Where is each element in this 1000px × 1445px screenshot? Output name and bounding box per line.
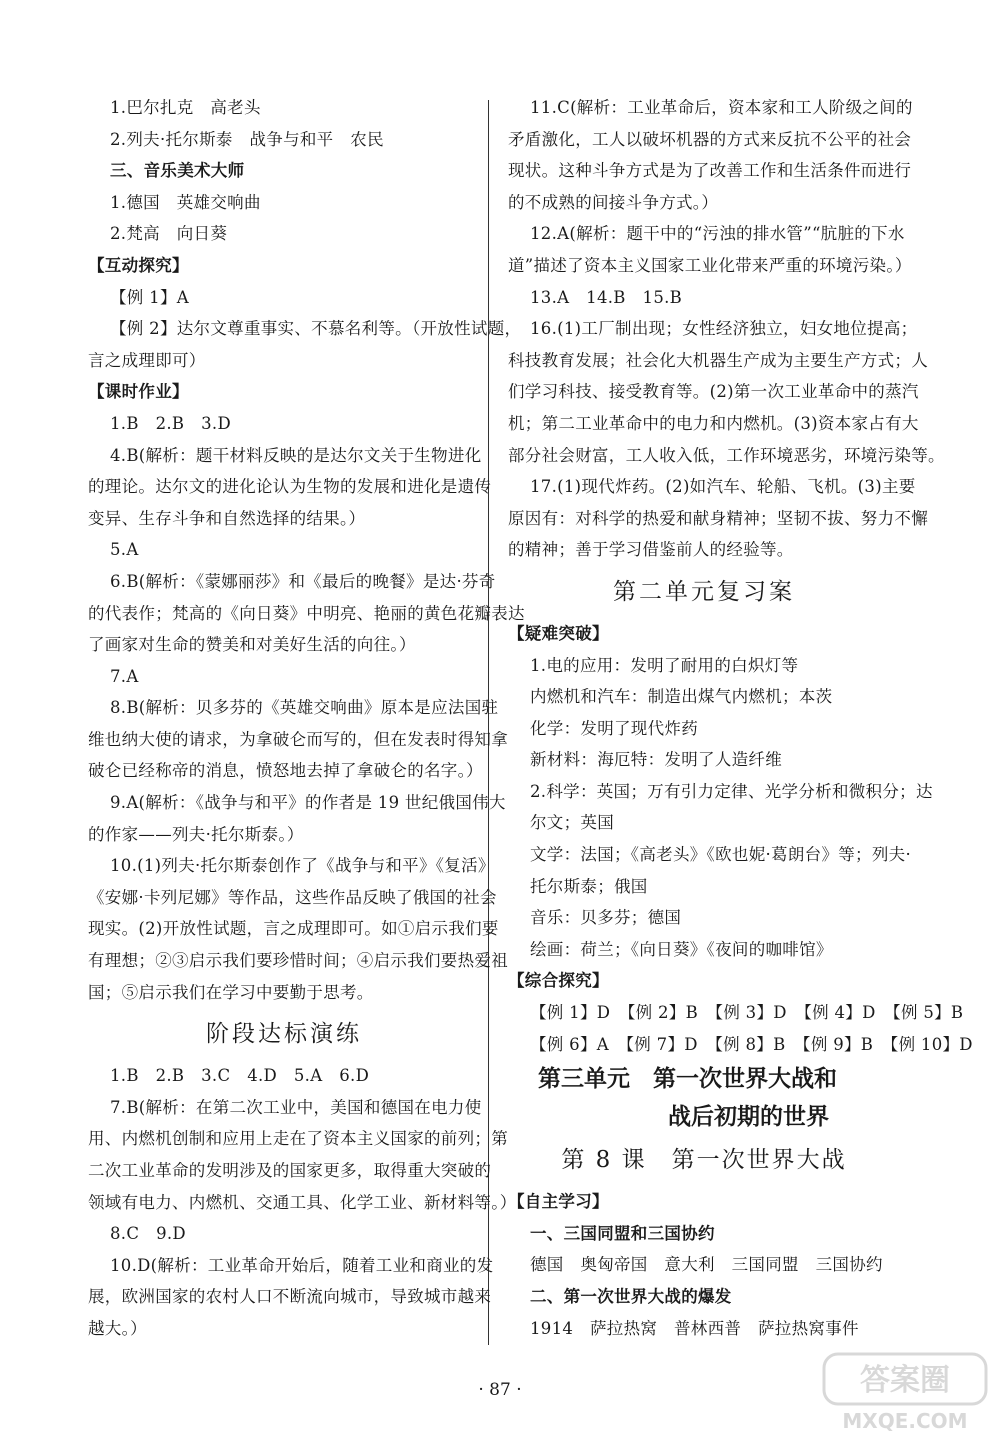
- watermark-logo: [820, 1350, 990, 1435]
- text-line: 的作家——列夫·托尔斯泰。）: [88, 824, 304, 844]
- text-line: 7.B(解析：在第二次工业中，美国和德国在电力使: [110, 1097, 482, 1117]
- text-line: 现实。(2)开放性试题，言之成理即可。如①启示我们要: [88, 919, 499, 939]
- text-line: 越大。）: [88, 1318, 147, 1338]
- text-line: 【例 1】D 【例 2】B 【例 3】D 【例 4】D 【例 5】B: [530, 1003, 964, 1023]
- text-line: 16.(1)工厂制出现；女性经济独立，妇女地位提高；: [530, 319, 918, 339]
- text-line: 用、内燃机创制和应用上走在了资本主义国家的前列；第: [88, 1129, 508, 1149]
- text-line: 展，欧洲国家的农村人口不断流向城市，导致城市越来: [88, 1287, 492, 1307]
- text-line: 11.C(解析：工业革命后，资本家和工人阶级之间的: [530, 98, 913, 117]
- text-line: 文学：法国；《高老头》《欧也妮·葛朗台》等；列夫·: [530, 845, 911, 865]
- text-line: 【例 2】达尔文尊重事实、不慕名利等。（开放性试题，: [110, 319, 522, 339]
- text-line: 8.B(解析：贝多芬的《英雄交响曲》原本是应法国驻: [110, 698, 499, 718]
- text-line: 道”描述了资本主义国家工业化带来严重的环境污染。）: [508, 255, 912, 275]
- text-line: 领域有电力、内燃机、交通工具、化学工业、新材料等。）: [88, 1192, 517, 1212]
- text-line: 2.梵高 向日葵: [110, 224, 228, 244]
- text-line: 科技教育发展；社会化大机器生产成为主要生产方式；人: [508, 350, 928, 370]
- text-line: 4.B(解析：题干材料反映的是达尔文关于生物进化: [110, 445, 482, 465]
- subheading: 三、音乐美术大师: [110, 161, 245, 181]
- page-number: · 87 ·: [478, 1380, 522, 1400]
- text-line: 托尔斯泰；俄国: [530, 876, 648, 896]
- text-line: 有理想；②③启示我们要珍惜时间；④启示我们要热爱祖: [88, 951, 508, 971]
- text-line: 【例 6】A 【例 7】D 【例 8】B 【例 9】B 【例 10】D: [530, 1034, 973, 1054]
- text-line: 的代表作；梵高的《向日葵》中明亮、艳丽的黄色花瓣表达: [88, 603, 525, 623]
- text-line: 1.德国 英雄交响曲: [110, 192, 261, 212]
- text-line: 12.A(解析：题干中的“污浊的排水管”“肮脏的下水: [530, 224, 905, 244]
- text-line: 1.电的应用：发明了耐用的白炽灯等: [530, 655, 799, 675]
- text-line: 8.C 9.D: [110, 1224, 186, 1244]
- text-line: 1914 萨拉热窝 普林西普 萨拉热窝事件: [530, 1318, 859, 1338]
- text-line: 【例 1】A: [110, 287, 189, 307]
- text-line: 维也纳大使的请求，为拿破仑而写的，但在发表时得知拿: [88, 729, 508, 749]
- text-line: 机；第二工业革命中的电力和内燃机。(3)资本家占有大: [508, 413, 919, 433]
- text-line: 的精神；善于学习借鉴前人的经验等。: [508, 540, 794, 560]
- text-line: 1.巴尔扎克 高老头: [110, 98, 261, 117]
- watermark-text-bottom: MXQE.COM: [842, 1409, 968, 1433]
- text-line: 的不成熟的间接斗争方式。）: [508, 192, 719, 212]
- text-line: 7.A: [110, 666, 139, 686]
- text-line: 二次工业革命的发明涉及的国家更多，取得重大突破的: [88, 1161, 492, 1180]
- text-line: 1.B 2.B 3.C 4.D 5.A 6.D: [110, 1066, 370, 1086]
- text-line: 《安娜·卡列尼娜》等作品，这些作品反映了俄国的社会: [88, 887, 497, 907]
- text-line: 尔文；英国: [530, 813, 614, 833]
- section-heading: 【综合探究】: [508, 971, 609, 991]
- subheading: 一、三国同盟和三国协约: [530, 1223, 715, 1243]
- section-title: 阶段达标演练: [206, 1021, 362, 1048]
- unit-title: 第三单元 第一次世界大战和: [538, 1066, 837, 1093]
- section-heading: 【课时作业】: [88, 382, 189, 402]
- section-heading: 【疑难突破】: [508, 623, 609, 643]
- text-line: 原因有：对科学的热爱和献身精神；坚韧不拔、努力不懈: [508, 508, 928, 528]
- text-line: 破仑已经称帝的消息，愤怒地去掉了拿破仑的名字。）: [88, 761, 483, 781]
- text-line: 矛盾激化，工人以破坏机器的方式来反抗不公平的社会: [508, 129, 912, 149]
- text-line: 的理论。达尔文的进化论认为生物的发展和进化是遗传: [88, 477, 492, 497]
- watermark-text-top: 答案圈: [860, 1363, 950, 1398]
- text-line: 17.(1)现代炸药。(2)如汽车、轮船、飞机。(3)主要: [530, 477, 916, 497]
- text-line: 音乐：贝多芬；德国: [530, 908, 682, 928]
- text-line: 内燃机和汽车：制造出煤气内燃机；本茨: [530, 687, 833, 707]
- text-line: 言之成理即可）: [88, 350, 206, 370]
- unit-title-cont: 战后初期的世界: [668, 1104, 829, 1131]
- text-line: 2.列夫·托尔斯泰 战争与和平 农民: [110, 129, 384, 149]
- subheading: 二、第一次世界大战的爆发: [530, 1287, 732, 1306]
- text-line: 新材料：海厄特：发明了人造纤维: [530, 750, 782, 770]
- text-line: 6.B(解析：《蒙娜丽莎》和《最后的晚餐》是达·芬奇: [110, 571, 496, 591]
- section-heading: 【互动探究】: [88, 255, 189, 275]
- text-line: 化学：发明了现代炸药: [530, 718, 698, 738]
- text-line: 绘画：荷兰；《向日葵》《夜间的咖啡馆》: [530, 939, 833, 959]
- right-column: [508, 92, 973, 1344]
- text-line: 10.(1)列夫·托尔斯泰创作了《战争与和平》《复活》: [110, 856, 495, 876]
- text-line: 国；⑤启示我们在学习中要勤于思考。: [88, 982, 374, 1002]
- text-line: 现状。这种斗争方式是为了改善工作和生活条件而进行: [508, 161, 912, 181]
- text-line: 变异、生存斗争和自然选择的结果。）: [88, 508, 366, 528]
- text-line: 9.A(解析：《战争与和平》的作者是 19 世纪俄国伟大: [110, 793, 506, 813]
- lesson-title: 第 8 课 第一次世界大战: [561, 1147, 847, 1174]
- text-line: 1.B 2.B 3.D: [110, 413, 232, 433]
- text-line: 了画家对生命的赞美和对美好生活的向往。）: [88, 635, 416, 655]
- text-line: 们学习科技、接受教育等。(2)第一次工业革命中的蒸汽: [508, 382, 919, 402]
- text-line: 部分社会财富，工人收入低，工作环境恶劣，环境污染等。: [508, 445, 945, 465]
- left-column: [88, 92, 525, 1345]
- text-line: 13.A 14.B 15.B: [530, 287, 683, 307]
- section-heading: 【自主学习】: [508, 1192, 609, 1212]
- section-title: 第二单元复习案: [613, 578, 795, 605]
- text-line: 德国 奥匈帝国 意大利 三国同盟 三国协约: [530, 1255, 883, 1275]
- text-line: 10.D(解析：工业革命开始后，随着工业和商业的发: [110, 1255, 494, 1275]
- text-line: 2.科学：英国；万有引力定律、光学分析和微积分；达: [530, 781, 933, 801]
- text-line: 5.A: [110, 540, 139, 560]
